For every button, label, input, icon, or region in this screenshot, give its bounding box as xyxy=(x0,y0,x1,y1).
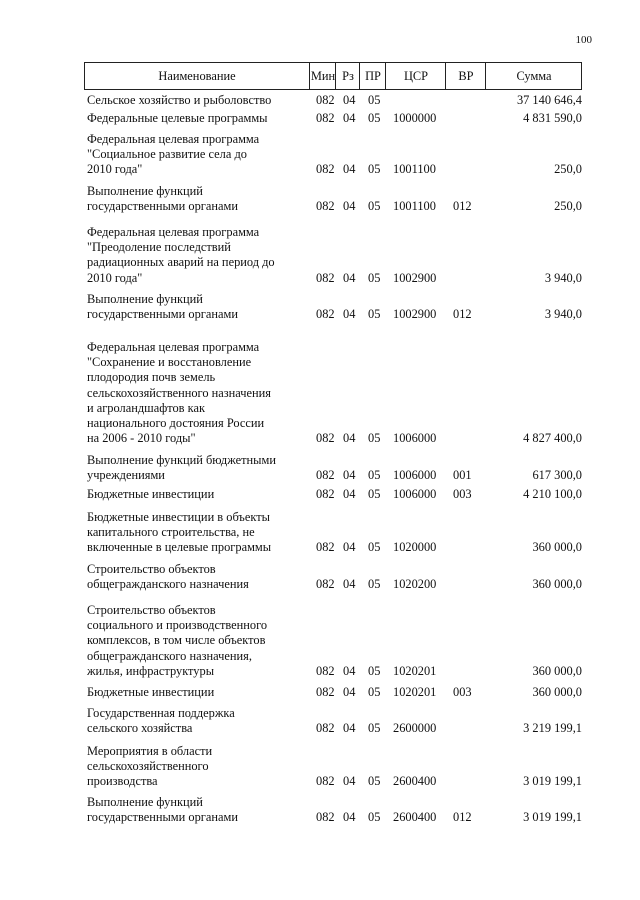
row-name-line: Выполнение функций бюджетными xyxy=(87,453,276,467)
row-name-line: Мероприятия в области xyxy=(87,744,213,758)
row-rz: 04 xyxy=(343,684,356,699)
table-row xyxy=(0,225,640,286)
row-sum: 4 831 590,0 xyxy=(523,110,582,125)
table-row xyxy=(0,340,640,446)
row-sum: 250,0 xyxy=(554,199,582,214)
row-pr: 05 xyxy=(368,162,381,177)
row-rz: 04 xyxy=(343,577,356,592)
row-name-line: Государственная поддержка xyxy=(87,706,235,720)
row-name xyxy=(87,706,312,736)
row-csr: 1006000 xyxy=(393,468,437,483)
row-min: 082 xyxy=(316,162,335,177)
row-vr: 001 xyxy=(453,468,472,483)
row-name-line: государственными органами xyxy=(87,307,238,322)
row-name-line: на 2006 - 2010 годы" xyxy=(87,431,196,446)
row-csr: 1002900 xyxy=(393,307,437,322)
row-name-line: Бюджетные инвестиции xyxy=(87,685,215,699)
row-vr: 012 xyxy=(453,307,472,322)
row-name-line: Федеральная целевая программа xyxy=(87,132,260,146)
header-csr: ЦСР xyxy=(385,63,446,89)
row-pr: 05 xyxy=(368,307,381,322)
table-row xyxy=(0,93,640,108)
row-name-line: производства xyxy=(87,774,158,789)
row-pr: 05 xyxy=(368,92,381,107)
row-sum: 360 000,0 xyxy=(532,663,582,678)
table-row xyxy=(0,562,640,592)
row-name-line: Федеральная целевая программа xyxy=(87,340,260,354)
row-name-line: 2010 года" xyxy=(87,162,143,177)
table-row xyxy=(0,453,640,483)
table-row xyxy=(0,132,640,178)
row-name-line: Строительство объектов xyxy=(87,562,216,576)
row-name-line: общегражданского назначения, xyxy=(87,648,252,663)
row-name-line: жилья, инфраструктуры xyxy=(87,663,215,678)
row-pr: 05 xyxy=(368,663,381,678)
table-row xyxy=(0,744,640,790)
row-min: 082 xyxy=(316,486,335,501)
row-csr: 1020201 xyxy=(393,663,437,678)
row-csr: 2600400 xyxy=(393,810,437,825)
row-rz: 04 xyxy=(343,663,356,678)
row-name-line: сельского хозяйства xyxy=(87,721,193,736)
row-rz: 04 xyxy=(343,199,356,214)
row-pr: 05 xyxy=(368,540,381,555)
header-rz: Рз xyxy=(335,63,360,89)
row-name-line: социального и производственного xyxy=(87,618,268,633)
row-name xyxy=(87,453,312,483)
table-row xyxy=(0,706,640,736)
row-pr: 05 xyxy=(368,110,381,125)
row-name-line: общегражданского назначения xyxy=(87,577,249,592)
row-min: 082 xyxy=(316,431,335,446)
row-min: 082 xyxy=(316,307,335,322)
row-rz: 04 xyxy=(343,721,356,736)
row-name xyxy=(87,93,312,108)
row-min: 082 xyxy=(316,110,335,125)
row-name xyxy=(87,744,312,790)
header-pr: ПР xyxy=(359,63,386,89)
table-row xyxy=(0,184,640,214)
row-rz: 04 xyxy=(343,810,356,825)
row-sum: 3 940,0 xyxy=(544,307,582,322)
row-min: 082 xyxy=(316,721,335,736)
row-name-line: "Преодоление последствий xyxy=(87,240,231,255)
row-sum: 3 219 199,1 xyxy=(523,721,582,736)
row-name-line: Сельское хозяйство и рыболовство xyxy=(87,93,272,107)
row-name-line: сельскохозяйственного xyxy=(87,759,209,774)
row-rz: 04 xyxy=(343,110,356,125)
row-sum: 3 019 199,1 xyxy=(523,774,582,789)
row-csr: 1001100 xyxy=(393,199,436,214)
row-min: 082 xyxy=(316,468,335,483)
row-min: 082 xyxy=(316,199,335,214)
row-rz: 04 xyxy=(343,92,356,107)
row-name xyxy=(87,225,312,286)
row-name-line: учреждениями xyxy=(87,468,165,483)
row-name-line: Федеральные целевые программы xyxy=(87,111,268,125)
row-sum: 360 000,0 xyxy=(532,684,582,699)
header-vr: ВР xyxy=(445,63,486,89)
row-pr: 05 xyxy=(368,468,381,483)
row-name xyxy=(87,685,312,700)
row-sum: 37 140 646,4 xyxy=(516,92,582,107)
header-min: Мин xyxy=(309,63,336,89)
row-sum: 3 940,0 xyxy=(544,270,582,285)
table-row xyxy=(0,510,640,556)
row-name-line: национального достояния России xyxy=(87,416,265,431)
row-name xyxy=(87,340,312,446)
row-sum: 3 019 199,1 xyxy=(523,810,582,825)
header-name: Наименование xyxy=(158,69,236,83)
row-name-line: государственными органами xyxy=(87,810,238,825)
row-csr: 1002900 xyxy=(393,270,437,285)
row-name-line: Строительство объектов xyxy=(87,603,216,617)
row-pr: 05 xyxy=(368,810,381,825)
row-sum: 360 000,0 xyxy=(532,540,582,555)
row-min: 082 xyxy=(316,92,335,107)
row-name-line: и агроландшафтов как xyxy=(87,400,205,415)
row-csr: 1006000 xyxy=(393,486,437,501)
row-min: 082 xyxy=(316,684,335,699)
table-row xyxy=(0,111,640,126)
row-name-line: "Социальное развитие села до xyxy=(87,147,247,162)
row-csr: 1020000 xyxy=(393,540,437,555)
row-sum: 4 827 400,0 xyxy=(523,431,582,446)
row-rz: 04 xyxy=(343,486,356,501)
row-name-line: Выполнение функций xyxy=(87,292,203,306)
row-vr: 012 xyxy=(453,199,472,214)
row-min: 082 xyxy=(316,774,335,789)
row-vr: 012 xyxy=(453,810,472,825)
row-sum: 4 210 100,0 xyxy=(523,486,582,501)
row-min: 082 xyxy=(316,540,335,555)
table-header xyxy=(84,62,582,90)
row-name-line: сельскохозяйственного назначения xyxy=(87,385,271,400)
row-csr: 2600000 xyxy=(393,721,437,736)
row-name xyxy=(87,487,312,502)
row-pr: 05 xyxy=(368,486,381,501)
row-min: 082 xyxy=(316,577,335,592)
row-name-line: Федеральная целевая программа xyxy=(87,225,260,239)
row-csr: 1020200 xyxy=(393,577,437,592)
row-name xyxy=(87,603,312,679)
table-row xyxy=(0,795,640,825)
row-rz: 04 xyxy=(343,431,356,446)
row-name xyxy=(87,184,312,214)
row-csr: 2600400 xyxy=(393,774,437,789)
header-sum: Сумма xyxy=(485,63,582,89)
row-pr: 05 xyxy=(368,199,381,214)
row-rz: 04 xyxy=(343,270,356,285)
row-name-line: радиационных аварий на период до xyxy=(87,255,275,270)
row-pr: 05 xyxy=(368,431,381,446)
row-name-line: государственными органами xyxy=(87,199,238,214)
table-row xyxy=(0,685,640,700)
row-name-line: включенные в целевые программы xyxy=(87,540,272,555)
row-csr: 1001100 xyxy=(393,162,436,177)
row-vr: 003 xyxy=(453,486,472,501)
row-rz: 04 xyxy=(343,774,356,789)
row-name-line: плодородия почв земель xyxy=(87,370,216,385)
row-name xyxy=(87,510,312,556)
row-name-line: "Сохранение и восстановление xyxy=(87,355,252,370)
row-pr: 05 xyxy=(368,721,381,736)
row-name-line: Бюджетные инвестиции в объекты xyxy=(87,510,270,524)
table-row xyxy=(0,487,640,502)
row-name-line: капитального строительства, не xyxy=(87,525,255,540)
row-min: 082 xyxy=(316,810,335,825)
row-csr: 1020201 xyxy=(393,684,437,699)
row-name xyxy=(87,132,312,178)
row-pr: 05 xyxy=(368,577,381,592)
row-csr: 1000000 xyxy=(393,110,437,125)
row-rz: 04 xyxy=(343,540,356,555)
row-name-line: Выполнение функций xyxy=(87,184,203,198)
row-name xyxy=(87,111,312,126)
row-pr: 05 xyxy=(368,774,381,789)
row-pr: 05 xyxy=(368,684,381,699)
table-row xyxy=(0,603,640,679)
row-sum: 250,0 xyxy=(554,162,582,177)
row-min: 082 xyxy=(316,270,335,285)
row-min: 082 xyxy=(316,663,335,678)
page-number: 100 xyxy=(575,34,592,46)
row-csr: 1006000 xyxy=(393,431,437,446)
row-name-line: 2010 года" xyxy=(87,270,143,285)
row-rz: 04 xyxy=(343,162,356,177)
row-name xyxy=(87,795,312,825)
row-sum: 360 000,0 xyxy=(532,577,582,592)
table-row xyxy=(0,292,640,322)
row-name xyxy=(87,292,312,322)
row-rz: 04 xyxy=(343,307,356,322)
row-name-line: Выполнение функций xyxy=(87,795,203,809)
row-pr: 05 xyxy=(368,270,381,285)
row-name xyxy=(87,562,312,592)
row-rz: 04 xyxy=(343,468,356,483)
row-sum: 617 300,0 xyxy=(532,468,582,483)
row-vr: 003 xyxy=(453,684,472,699)
row-name-line: комплексов, в том числе объектов xyxy=(87,633,266,648)
row-name-line: Бюджетные инвестиции xyxy=(87,487,215,501)
